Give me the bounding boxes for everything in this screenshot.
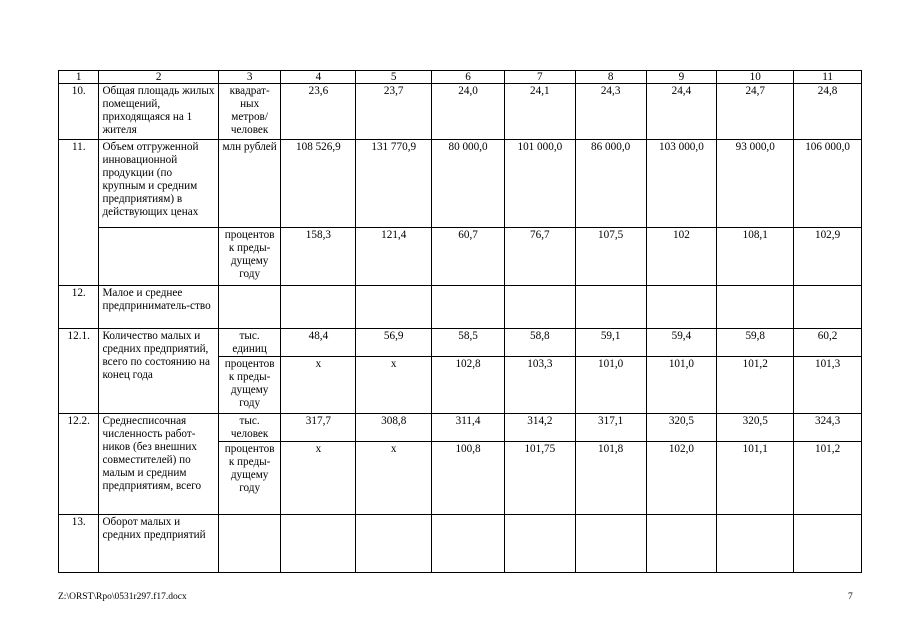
unit-cell: процентов к преды-дущему году — [218, 228, 281, 286]
value-cell: 76,7 — [504, 228, 575, 286]
value-cell: 23,6 — [281, 84, 356, 140]
value-cell: 131 770,9 — [356, 140, 432, 228]
indicator-name: Оборот малых и средних предприятий — [99, 515, 218, 573]
indicator-name: Общая площадь жилых помещений, приходящаяся на 1 жителя — [99, 84, 218, 140]
value-cell: 101,8 — [575, 442, 646, 515]
indicator-name: Количество малых и средних предприятий, всего по состоянию на конец года — [99, 329, 218, 414]
value-cell: 108,1 — [717, 228, 794, 286]
value-cell: 320,5 — [717, 414, 794, 442]
value-cell — [504, 515, 575, 573]
value-cell — [432, 515, 505, 573]
col-num: 2 — [99, 71, 218, 84]
value-cell: 60,2 — [794, 329, 862, 357]
col-num: 7 — [504, 71, 575, 84]
col-num: 3 — [218, 71, 281, 84]
table-row — [59, 515, 862, 573]
page-number: 7 — [848, 592, 853, 602]
value-cell: 101,0 — [646, 357, 717, 414]
value-cell: 48,4 — [281, 329, 356, 357]
value-cell — [356, 515, 432, 573]
value-cell: 24,7 — [717, 84, 794, 140]
row-number: 12.1. — [59, 329, 99, 414]
value-cell: 102,9 — [794, 228, 862, 286]
unit-cell: квадрат-ных метров/ человек — [218, 84, 281, 140]
value-cell: 314,2 — [504, 414, 575, 442]
value-cell: 102,0 — [646, 442, 717, 515]
table-row — [59, 140, 862, 228]
value-cell: 93 000,0 — [717, 140, 794, 228]
col-num: 11 — [794, 71, 862, 84]
value-cell — [717, 515, 794, 573]
value-cell — [717, 286, 794, 329]
indicator-name: Среднесписочная численность работ-ников (без внешних совместителей) по малым и средним предприятиям, всего — [99, 414, 218, 515]
value-cell: х — [356, 357, 432, 414]
unit-cell: процентов к преды-дущему году — [218, 357, 281, 414]
value-cell: 308,8 — [356, 414, 432, 442]
value-cell — [575, 515, 646, 573]
value-cell: 24,0 — [432, 84, 505, 140]
value-cell: 58,8 — [504, 329, 575, 357]
value-cell: 60,7 — [432, 228, 505, 286]
table-row — [59, 414, 862, 442]
row-number: 11. — [59, 140, 99, 286]
table-row — [59, 329, 862, 357]
table-row — [59, 84, 862, 140]
indicator-name: Малое и среднее предприниматель-ство — [99, 286, 218, 329]
value-cell — [504, 286, 575, 329]
value-cell: 106 000,0 — [794, 140, 862, 228]
value-cell: 58,5 — [432, 329, 505, 357]
unit-cell: тыс. единиц — [218, 329, 281, 357]
value-cell — [281, 286, 356, 329]
col-num: 8 — [575, 71, 646, 84]
value-cell: х — [281, 357, 356, 414]
value-cell: 102 — [646, 228, 717, 286]
value-cell: 101,3 — [794, 357, 862, 414]
indicator-name: Объем отгруженной инновационной продукции (по крупным и средним предприятиям) в действующих ценах — [99, 140, 218, 228]
value-cell: 101 000,0 — [504, 140, 575, 228]
value-cell: 59,8 — [717, 329, 794, 357]
value-cell: 24,3 — [575, 84, 646, 140]
value-cell: 317,7 — [281, 414, 356, 442]
column-number-row — [59, 71, 862, 84]
value-cell: 158,3 — [281, 228, 356, 286]
col-num: 9 — [646, 71, 717, 84]
value-cell: 80 000,0 — [432, 140, 505, 228]
row-number: 13. — [59, 515, 99, 573]
value-cell: 101,0 — [575, 357, 646, 414]
value-cell: 320,5 — [646, 414, 717, 442]
value-cell: 59,4 — [646, 329, 717, 357]
value-cell: 101,2 — [794, 442, 862, 515]
value-cell: 56,9 — [356, 329, 432, 357]
unit-cell — [218, 515, 281, 573]
value-cell — [646, 286, 717, 329]
row-number: 12. — [59, 286, 99, 329]
row-number: 12.2. — [59, 414, 99, 515]
value-cell: 107,5 — [575, 228, 646, 286]
col-num: 5 — [356, 71, 432, 84]
footer-file-path: Z:\ORST\Rpo\0531r297.f17.docx — [58, 592, 187, 602]
value-cell: 100,8 — [432, 442, 505, 515]
col-num: 10 — [717, 71, 794, 84]
value-cell: 24,8 — [794, 84, 862, 140]
value-cell: 324,3 — [794, 414, 862, 442]
unit-cell: млн рублей — [218, 140, 281, 228]
value-cell: х — [281, 442, 356, 515]
value-cell — [794, 515, 862, 573]
value-cell: 121,4 — [356, 228, 432, 286]
col-num: 6 — [432, 71, 505, 84]
value-cell: 103 000,0 — [646, 140, 717, 228]
value-cell: 101,2 — [717, 357, 794, 414]
unit-cell: тыс. человек — [218, 414, 281, 442]
value-cell — [281, 515, 356, 573]
value-cell — [794, 286, 862, 329]
value-cell: 59,1 — [575, 329, 646, 357]
value-cell — [356, 286, 432, 329]
col-num: 4 — [281, 71, 356, 84]
col-num: 1 — [59, 71, 99, 84]
value-cell: 108 526,9 — [281, 140, 356, 228]
table-row — [59, 286, 862, 329]
value-cell: 24,1 — [504, 84, 575, 140]
unit-cell — [218, 286, 281, 329]
unit-cell: процентов к преды-дущему году — [218, 442, 281, 515]
indicator-name — [99, 228, 218, 286]
value-cell: 317,1 — [575, 414, 646, 442]
value-cell: х — [356, 442, 432, 515]
value-cell: 101,1 — [717, 442, 794, 515]
indicators-table — [58, 70, 862, 573]
value-cell: 311,4 — [432, 414, 505, 442]
table-row — [59, 228, 862, 286]
value-cell — [646, 515, 717, 573]
value-cell: 24,4 — [646, 84, 717, 140]
value-cell: 86 000,0 — [575, 140, 646, 228]
value-cell: 103,3 — [504, 357, 575, 414]
value-cell — [575, 286, 646, 329]
value-cell: 101,75 — [504, 442, 575, 515]
value-cell: 23,7 — [356, 84, 432, 140]
row-number: 10. — [59, 84, 99, 140]
value-cell: 102,8 — [432, 357, 505, 414]
value-cell — [432, 286, 505, 329]
